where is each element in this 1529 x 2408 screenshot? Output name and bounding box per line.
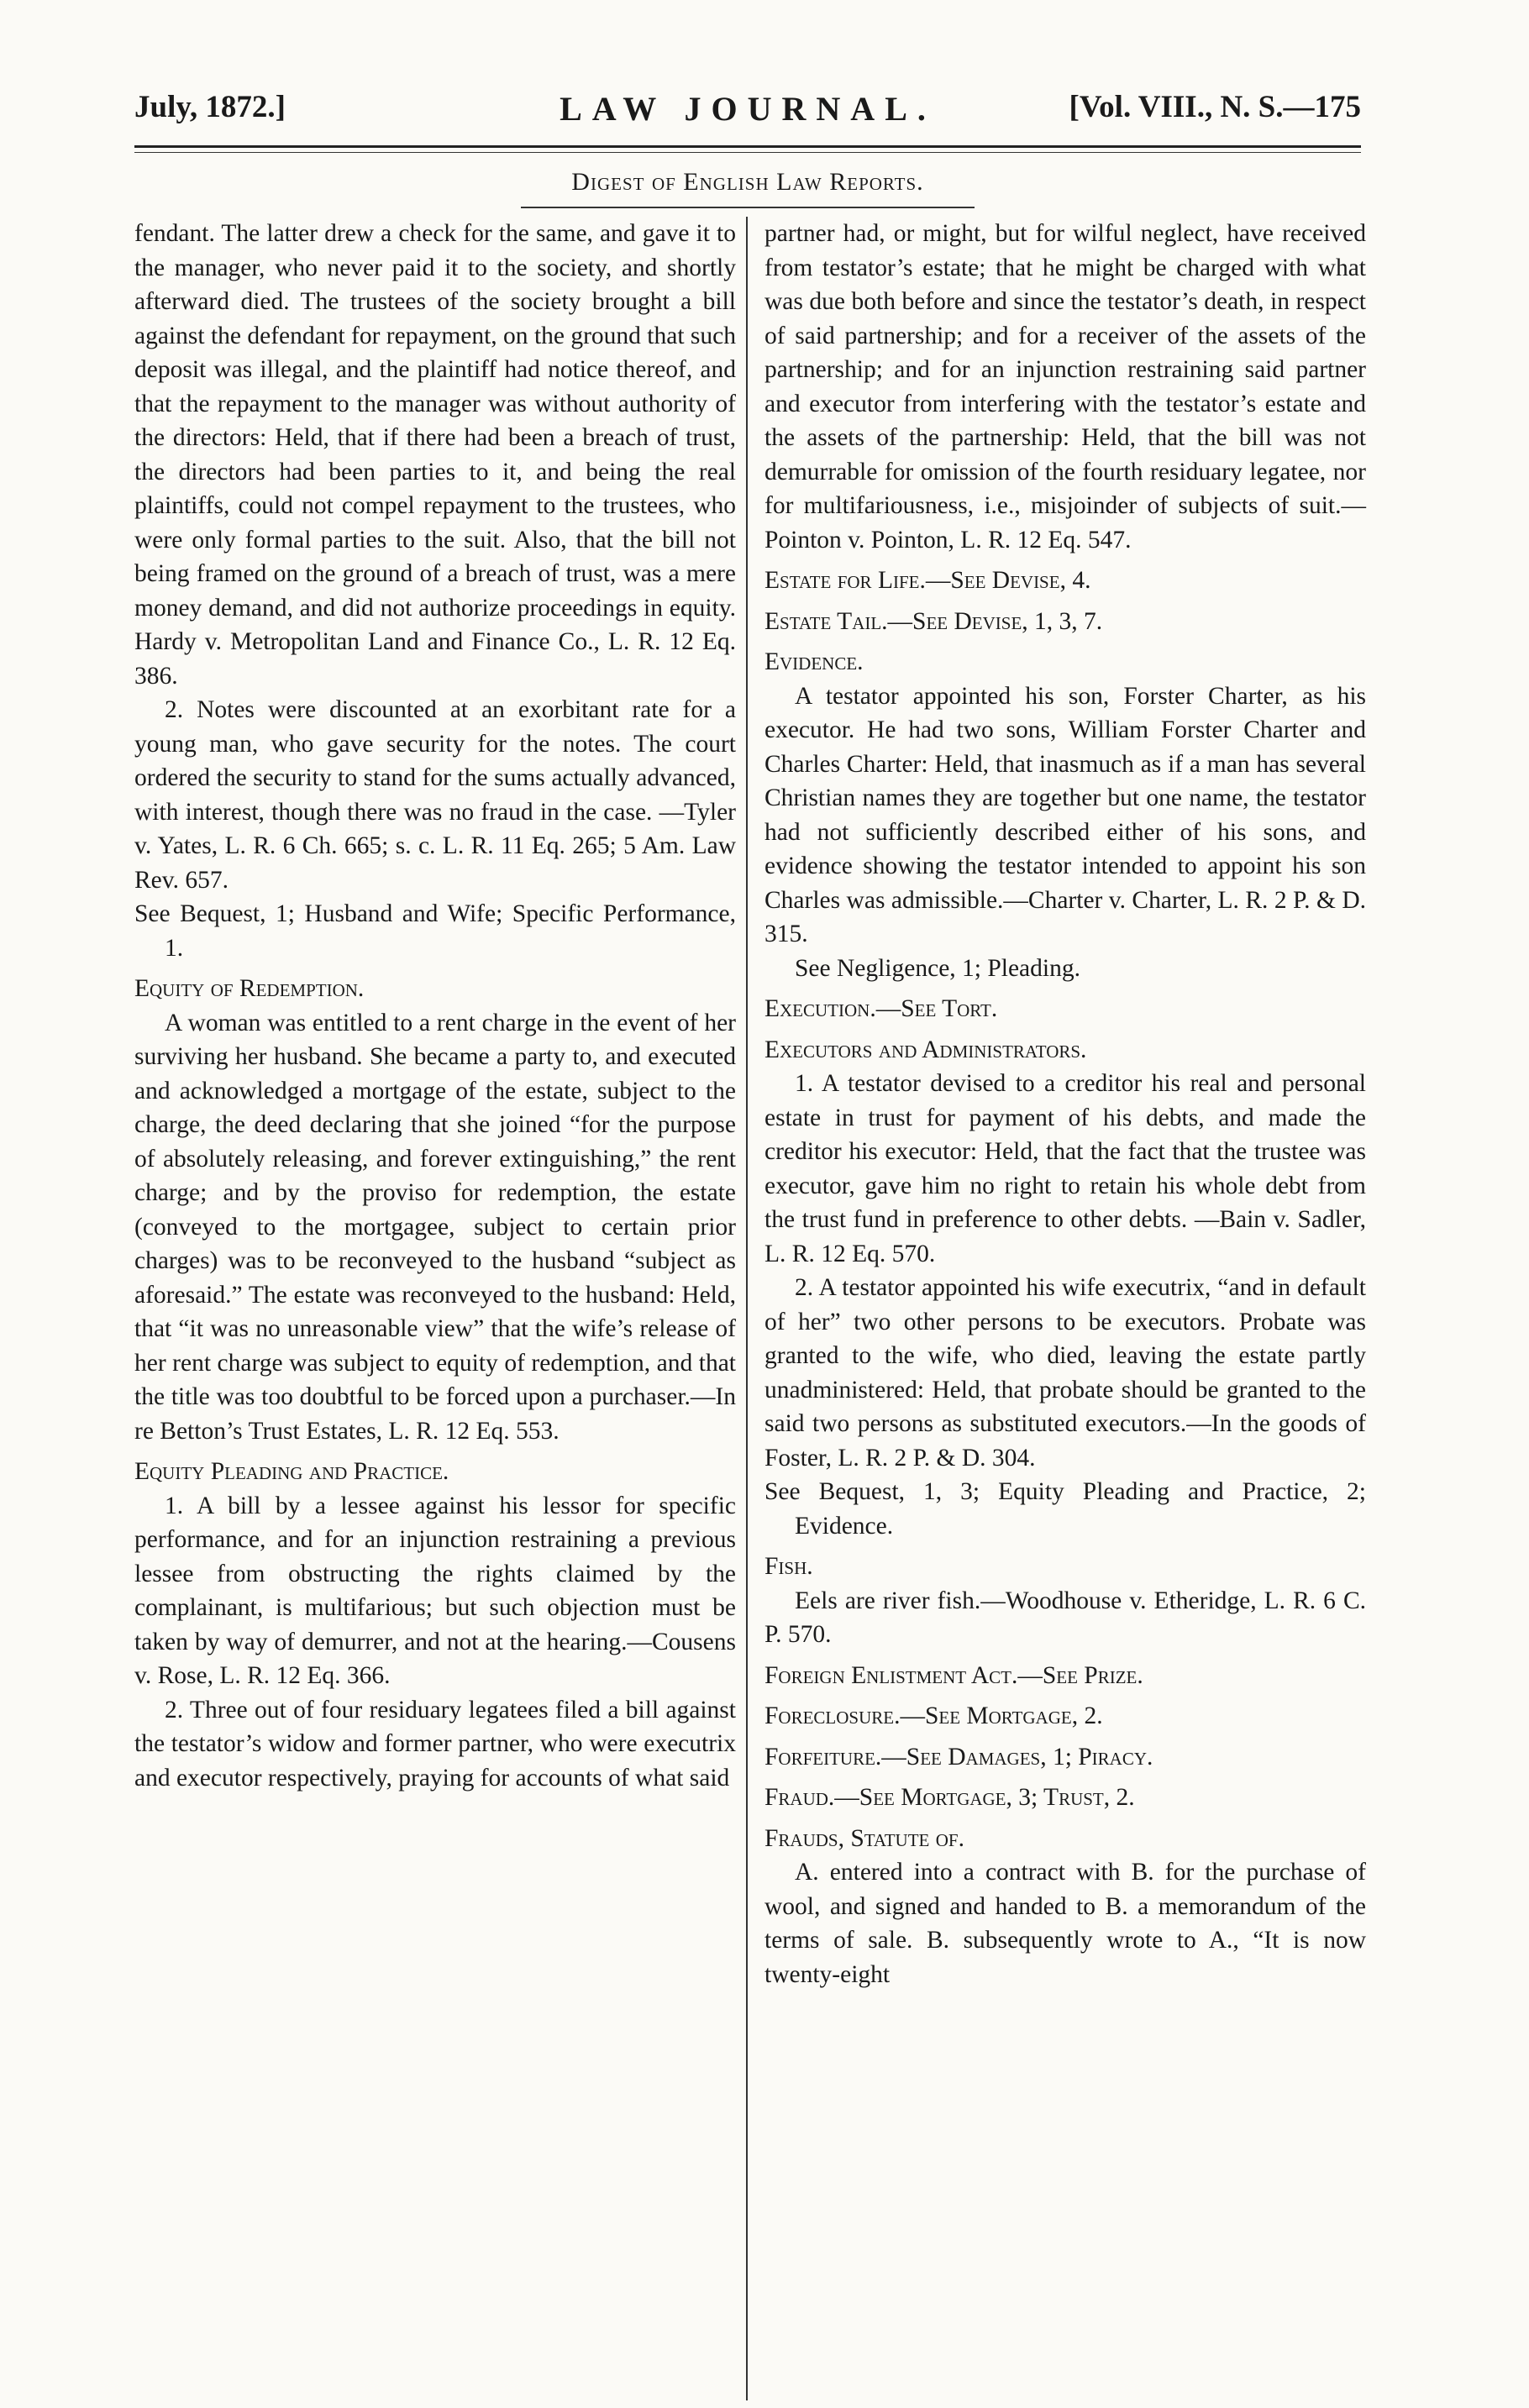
- paragraph: A. entered into a contract with B. for the purchase of wool, and signed and handed to B. a memorandum of the terms of sale. B. subsequently wrote to A., “It is now twenty-eight: [764, 1859, 1366, 1988]
- section-heading: Foreclosure.—See Mortgage, 2.: [764, 1702, 1103, 1729]
- left-column: [134, 217, 736, 1795]
- header-date: July, 1872.]: [134, 90, 286, 124]
- journal-title: LAW JOURNAL.: [560, 90, 936, 128]
- cross-reference: See Bequest, 1, 3; Equity Pleading and Practice, 2; Evidence.: [764, 1478, 1366, 1540]
- page-header: [134, 84, 1361, 138]
- section-heading: Equity of Redemption.: [134, 975, 365, 1002]
- section-rule: [521, 207, 975, 208]
- cross-reference: See Negligence, 1; Pleading.: [795, 954, 1080, 982]
- paragraph: partner had, or might, but for wilful neglect, have received from testator’s estate; that he might be charged with what was due both before and since the testator’s death, in respect of said partnership; and for a receiver of the assets of the partnership; and for an injunction restraining said partner and executor from interfering with the testator’s estate and the assets of the partnership: Held, that the bill was not demurrable for omission of the fourth residuary legatee, nor for multifariousness, i.e., misjoinder of subjects of suit.—Pointon v. Pointon, L. R. 12 Eq. 547.: [764, 220, 1366, 553]
- section-heading: Fish.: [764, 1553, 813, 1580]
- paragraph: 1. A testator devised to a creditor his real and personal estate in trust for payment of his debts, and made the creditor his executor: Held, that the fact that the trustee was executor, gave him no right to retain his whole debt from the trust fund in preference to other debts. —Bain v. Sadler, L. R. 12 Eq. 570.: [764, 1070, 1366, 1267]
- section-heading: Estate for Life.—See Devise, 4.: [764, 567, 1091, 594]
- paragraph: 2. A testator appointed his wife executrix, “and in default of her” two other persons to be executors. Probate was granted to the wife, who died, leaving the estate partly unadministered: Held, that probate should be granted to the said two persons as substituted executors.—In the goods of Foster, L. R. 2 P. & D. 304.: [764, 1274, 1366, 1472]
- paragraph: A testator appointed his son, Forster Charter, as his executor. He had two sons, William Forster Charter and Charles Charter: Held, that inasmuch as if a man has several Christian names they are together but one name, the testator had not sufficiently described either of his sons, and evidence showing the testator intended to appoint his son Charles was admissible.—Charter v. Charter, L. R. 2 P. & D. 315.: [764, 682, 1366, 947]
- section-heading: Execution.—See Tort.: [764, 995, 998, 1022]
- paragraph: 1. A bill by a lessee against his lessor for specific performance, and for an injunction restraining a previous lessee from obstructing the rights claimed by the complainant, is multifarious; but such objection must be taken by way of demurrer, and not at the hearing.—Cousens v. Rose, L. R. 12 Eq. 366.: [134, 1492, 736, 1689]
- header-rule-thick: [134, 145, 1361, 148]
- right-column: [764, 217, 1366, 1991]
- section-heading: Estate Tail.—See Devise, 1, 3, 7.: [764, 607, 1103, 635]
- section-heading: Foreign Enlistment Act.—See Prize.: [764, 1661, 1143, 1689]
- paragraph: Eels are river fish.—Woodhouse v. Etheridge, L. R. 6 C. P. 570.: [764, 1587, 1366, 1648]
- section-heading: Frauds, Statute of.: [764, 1824, 964, 1852]
- volume-page: [Vol. VIII., N. S.—175: [1069, 90, 1361, 124]
- section-heading: Evidence.: [764, 648, 864, 675]
- section-heading: Forfeiture.—See Damages, 1; Piracy.: [764, 1743, 1153, 1771]
- section-title: Digest of English Law Reports.: [571, 168, 924, 196]
- header-rule-thin: [134, 152, 1361, 153]
- paragraph: fendant. The latter drew a check for the same, and gave it to the manager, who never paid it to the society, and shortly afterward died. The trustees of the society brought a bill against the defendant for repayment, on the ground that such deposit was illegal, and the plaintiff had notice thereof, and that the repayment to the manager was without authority of the directors: Held, that if there had been a breach of trust, the directors had been parties to it, and being the real plaintiffs, could not compel repayment to the trustees, who were only formal parties to the suit. Also, that the bill not being framed on the ground of a breach of trust, was a mere money demand, and did not authorize proceedings in equity. Hardy v. Metropolitan Land and Finance Co., L. R. 12 Eq. 386.: [134, 220, 736, 690]
- cross-reference: See Bequest, 1; Husband and Wife; Specific Performance, 1.: [134, 900, 736, 962]
- paragraph: 2. Three out of four residuary legatees filed a bill against the testator’s widow and former partner, who were executrix and executor respectively, praying for accounts of what said: [134, 1696, 736, 1792]
- section-heading: Executors and Administrators.: [764, 1036, 1087, 1063]
- section-heading: Fraud.—See Mortgage, 3; Trust, 2.: [764, 1784, 1135, 1811]
- column-divider: [746, 217, 748, 2400]
- paragraph: A woman was entitled to a rent charge in the event of her surviving her husband. She became a party to, and executed and acknowledged a mortgage of the estate, subject to the charge, the deed declaring that she joined “for the purpose of absolutely releasing, and forever extinguishing,” the rent charge; and by the proviso for redemption, the estate (conveyed to the mortgagee, subject to certain prior charges) was to be reconveyed to the husband “subject as aforesaid.” The estate was reconveyed to the husband: Held, that “it was no unreasonable view” that the wife’s release of her rent charge was subject to equity of redemption, and that the title was too doubtful to be forced upon a purchaser.—In re Betton’s Trust Estates, L. R. 12 Eq. 553.: [134, 1009, 736, 1445]
- section-heading: Equity Pleading and Practice.: [134, 1458, 449, 1485]
- paragraph: 2. Notes were discounted at an exorbitant rate for a young man, who gave security for the notes. The court ordered the security to stand for the sums actually advanced, with interest, though there was no fraud in the case. —Tyler v. Yates, L. R. 6 Ch. 665; s. c. L. R. 11 Eq. 265; 5 Am. Law Rev. 657.: [134, 696, 736, 894]
